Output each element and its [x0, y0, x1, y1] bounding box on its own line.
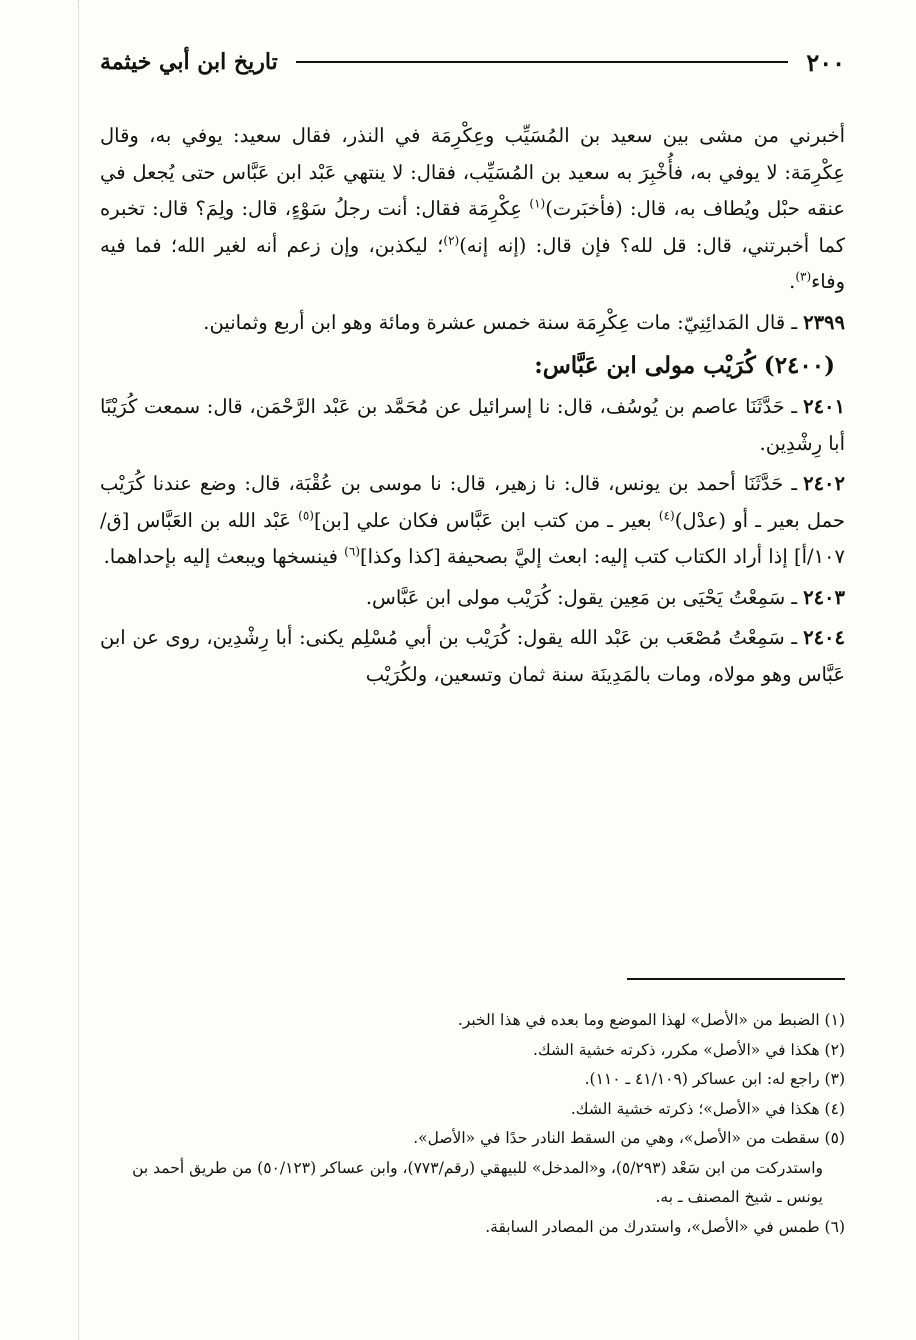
footnote-2: (٢) هكذا في «الأصل» مكرر، ذكرته خشية الشك.: [532, 1040, 845, 1059]
paragraph-number: ٢٤٠٣: [803, 585, 845, 609]
paragraph-number: ٢٤٠١: [803, 395, 845, 418]
footnote-6: (٦) طمس في «الأصل»، واستدرك من المصادر السابقة.: [485, 1217, 845, 1236]
footnote-4: (٤) هكذا في «الأصل»؛ ذكرته خشية الشك.: [570, 1099, 845, 1118]
footnote-3: (٣) راجع له: ابن عساكر (٤١/١٠٩ ـ ١١٠).: [584, 1070, 845, 1088]
paragraph-continuation: أخبرني من مشى بين سعيد بن المُسَيِّب وعِكْرِمَة في النذر، فقال سعيد: يوفي به، وقال عِكْرِمَة: لا يوفي به، فأُخْبِرَ به سعيد بن المُسَيِّب، فقال: لا ينتهي عَبْد ابن عَبَّاس حتى يُجعل في عنقه حبْل ويُطاف به، قال: (فأخبَرت)$^{(١)}$ عِكْرِمَة فقال: أنت رجلُ سَوْءٍ، قال: ولِمَ؟ قال: تخبره كما أخبرتني، قال: قل لله؟ فإن قال: (إنه إنه)$^{(٢)}$؛ ليكذبن، وإن زعم أنه لغير الله؛ فما فيه وفاء$^{(٣)}$.: [100, 124, 845, 293]
margin-dotted-line: [78, 0, 79, 1340]
footnote-separator: [627, 978, 845, 980]
footnote-marker: (٢): [443, 233, 460, 247]
section-title: (٢٤٠٠) كُرَيْب مولى ابن عَبَّاس:: [534, 352, 835, 379]
footnote-1: (١) الضبط من «الأصل» لهذا الموضع وما بعده في هذا الخبر.: [457, 1011, 845, 1029]
footnote-5-continuation: واستدركت من ابن سَعْد (٥/٢٩٣)، و«المدخل» للبيهقي (رقم/٧٧٣)، وابن عساكر (٥٠/١٢٣) من طريق أحمد بن يونس ـ شيخ المصنف ـ به.: [132, 1158, 823, 1206]
running-title: تاريخ ابن أبي خيثمة: [100, 49, 278, 75]
footnote-marker: (٣): [795, 269, 812, 284]
page-number: ٢٠٠: [806, 47, 845, 77]
paragraph-2404: ٢٤٠٤ـ سَمِعْتُ مُصْعَب بن عَبْد الله يقول: كُرَيْب بن أبي مُسْلِم يكنى: أبا رِشْدِين، روى عن ابن عَبَّاس وهو مولاه، ومات بالمَدِينَة سنة ثمان وتسعين، ولكُرَيْب: [100, 626, 845, 686]
main-text: [100, 118, 845, 697]
header-rule: [296, 61, 789, 63]
paragraph-number: ٢٤٠٤: [803, 626, 845, 649]
footnote-marker: (٥): [298, 508, 314, 522]
paragraph-2402: ٢٤٠٢ـ حَدَّثَنَا أحمد بن يونس، قال: نا زهير، قال: نا موسى بن عُقْبَة، قال: وضع عندنا كُرَيْب حمل بعير ـ أو (عدْل)$^{(٤)}$ بعير ـ من كتب ابن عَبَّاس فكان علي [بن]$^{(٥)}$ عَبْد الله بن العَبَّاس [ق/١٠٧/أ] إذا أراد الكتاب كتب إليه: ابعث إليَّ بصحيفة [كذا وكذا]$^{(٦)}$ فينسخها ويبعث إليه بإحداهما.: [100, 472, 846, 568]
paragraph-number: ٢٤٠٢: [803, 472, 845, 495]
footnote-marker: (٤): [658, 508, 675, 522]
paragraph-2401: ٢٤٠١ـ حَدَّثَنَا عاصم بن يُوسُف، قال: نا إسرائيل عن مُحَمَّد بن عَبْد الرَّحْمَن، قال: سمعت كُرَيْبًا أبا رِشْدِين.: [100, 395, 845, 455]
footnote-5: (٥) سقطت من «الأصل»، وهي من السقط النادر حدًا في «الأصل».: [413, 1129, 845, 1147]
footnotes: [100, 1006, 845, 1242]
book-page: [100, 40, 845, 1320]
footnote-marker: (٦): [344, 544, 360, 559]
page-header: [100, 40, 845, 84]
paragraph-2399: ٢٣٩٩ـ قال المَدائِنِيّ: مات عِكْرِمَة سنة خمس عشرة ومائة وهو ابن أربع وثمانين.: [203, 310, 845, 334]
footnote-marker: (١): [529, 196, 546, 211]
paragraph-2403: ٢٤٠٣ـ سَمِعْتُ يَحْيَى بن مَعِين يقول: كُرَيْب مولى ابن عَبَّاس.: [365, 585, 845, 609]
paragraph-number: ٢٣٩٩: [803, 310, 845, 334]
